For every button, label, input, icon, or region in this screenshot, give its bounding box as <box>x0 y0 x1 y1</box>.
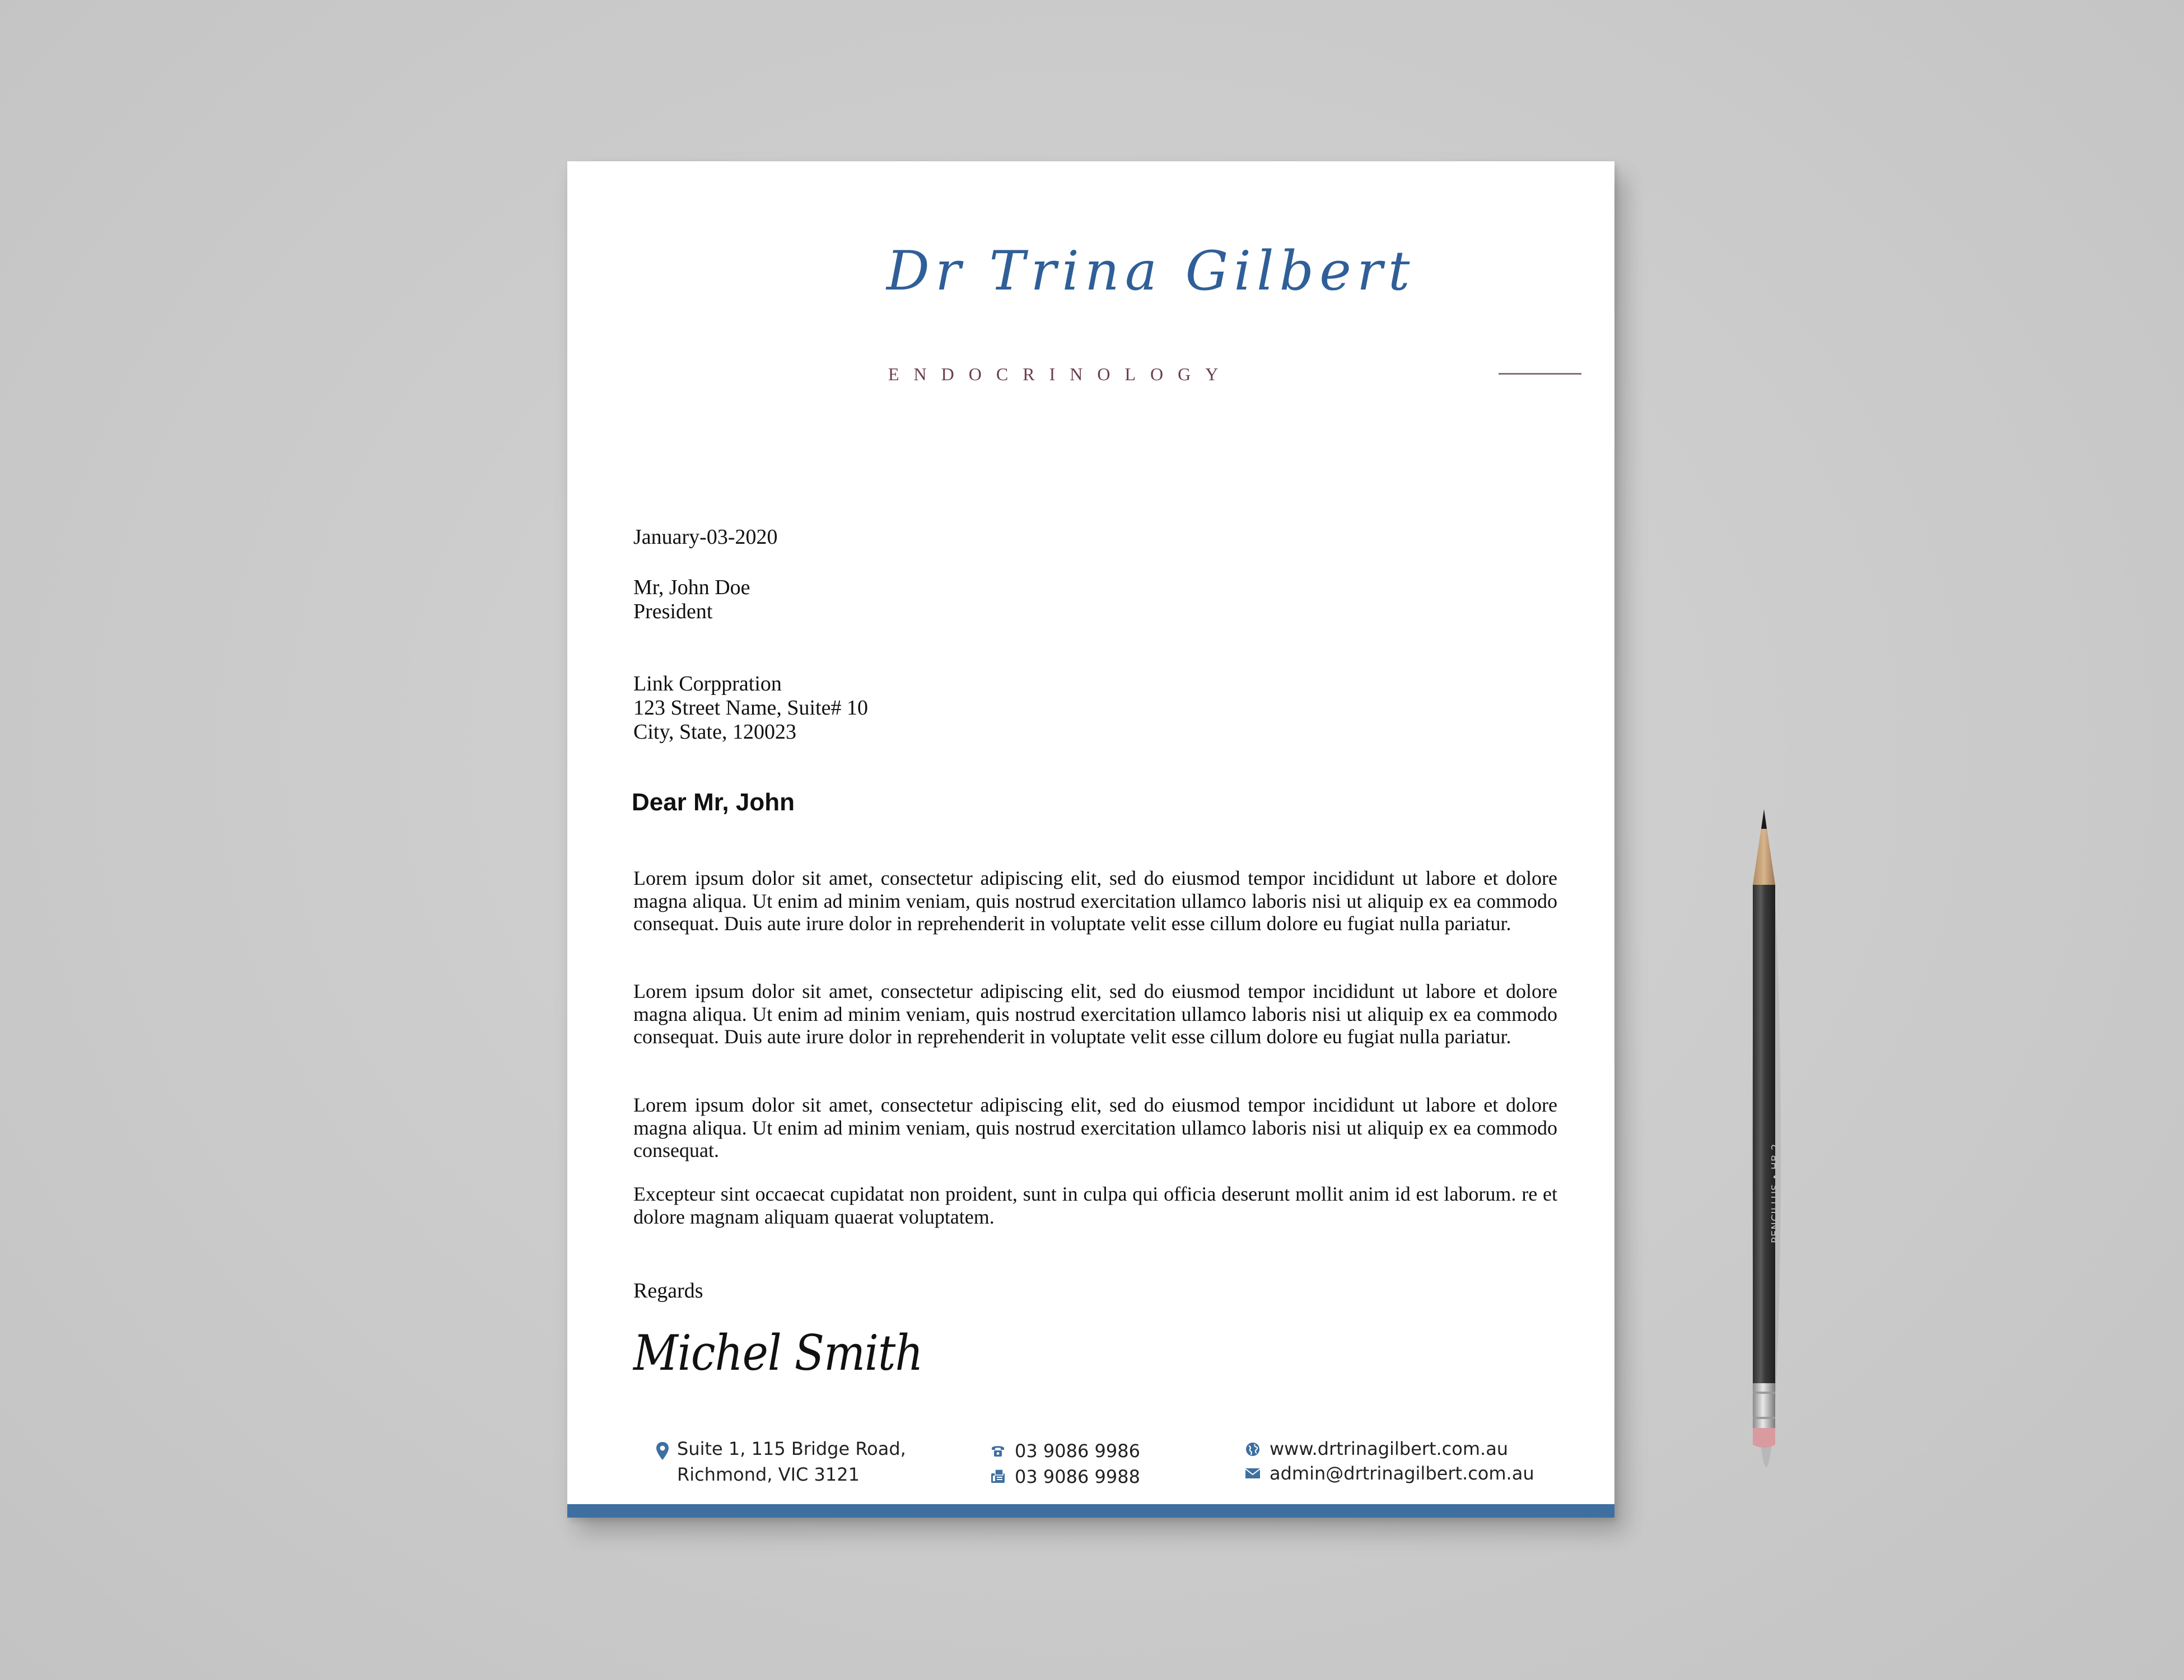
phone-icon <box>990 1443 1006 1458</box>
footer-phone: 03 9086 9986 <box>1015 1440 1140 1462</box>
recipient-address-line2: City, State, 120023 <box>633 720 796 744</box>
recipient-name: Mr, John Doe <box>633 576 750 599</box>
footer-email[interactable]: admin@drtrinagilbert.com.au <box>1270 1463 1534 1484</box>
paragraph-4: Excepteur sint occaecat cupidatat non proident, sunt in culpa qui officia deserunt mollit anim id est laborum. re et dolore magnam aliquam quaerat voluptatem. <box>633 1183 1557 1228</box>
envelope-icon <box>1245 1467 1261 1480</box>
letter-date: January-03-2020 <box>633 525 778 549</box>
greeting: Dear Mr, John <box>632 788 795 816</box>
recipient-address-line1: 123 Street Name, Suite# 10 <box>633 696 868 720</box>
logo-name: Dr Trina Gilbert <box>886 240 1416 302</box>
pencil <box>1747 806 1781 1478</box>
paragraph-1: Lorem ipsum dolor sit amet, consectetur adipiscing elit, sed do eiusmod tempor incididunt ut labore et dolore magna aliqua. Ut enim ad minim veniam, quis nostrud exercitation ullamco laboris nisi ut aliquip ex ea commodo consequat. Duis aute irure dolor in reprehenderit in voluptate velit esse cillum dolore eu fugiat nulla pariatur. <box>633 867 1557 935</box>
paragraph-2: Lorem ipsum dolor sit amet, consectetur adipiscing elit, sed do eiusmod tempor incididunt ut labore et dolore magna aliqua. Ut enim ad minim veniam, quis nostrud exercitation ullamco laboris nisi ut aliquip ex ea commodo consequat. Duis aute irure dolor in reprehenderit in voluptate velit esse cillum dolore eu fugiat nulla pariatur. <box>633 980 1557 1048</box>
letterhead-sheet <box>567 161 1614 1518</box>
footer-address-line2: Richmond, VIC 3121 <box>677 1464 860 1485</box>
footer-address-line1: Suite 1, 115 Bridge Road, <box>677 1438 906 1459</box>
footer-website[interactable]: www.drtrinagilbert.com.au <box>1270 1438 1509 1459</box>
footer-accent-bar <box>567 1504 1614 1518</box>
logo-underline <box>1499 373 1581 375</box>
location-pin-icon <box>656 1441 669 1460</box>
recipient-company: Link Corppration <box>633 672 782 696</box>
globe-icon <box>1245 1441 1261 1457</box>
recipient-title: President <box>633 600 713 623</box>
footer-fax: 03 9086 9988 <box>1015 1466 1140 1487</box>
logo <box>847 228 1416 384</box>
paragraph-3: Lorem ipsum dolor sit amet, consectetur adipiscing elit, sed do eiusmod tempor incididunt ut labore et dolore magna aliqua. Ut enim ad minim veniam, quis nostrud exercitation ullamco laboris nisi ut aliquip ex ea commodo consequat. <box>633 1094 1557 1161</box>
footer <box>567 1438 1614 1505</box>
logo-specialty: ENDOCRINOLOGY <box>888 364 1233 384</box>
signature: Michel Smith <box>633 1325 923 1382</box>
fax-icon <box>990 1468 1006 1484</box>
pencil-label: PENCILLUS • HB 2 <box>1770 1143 1781 1243</box>
closing: Regards <box>633 1279 703 1303</box>
